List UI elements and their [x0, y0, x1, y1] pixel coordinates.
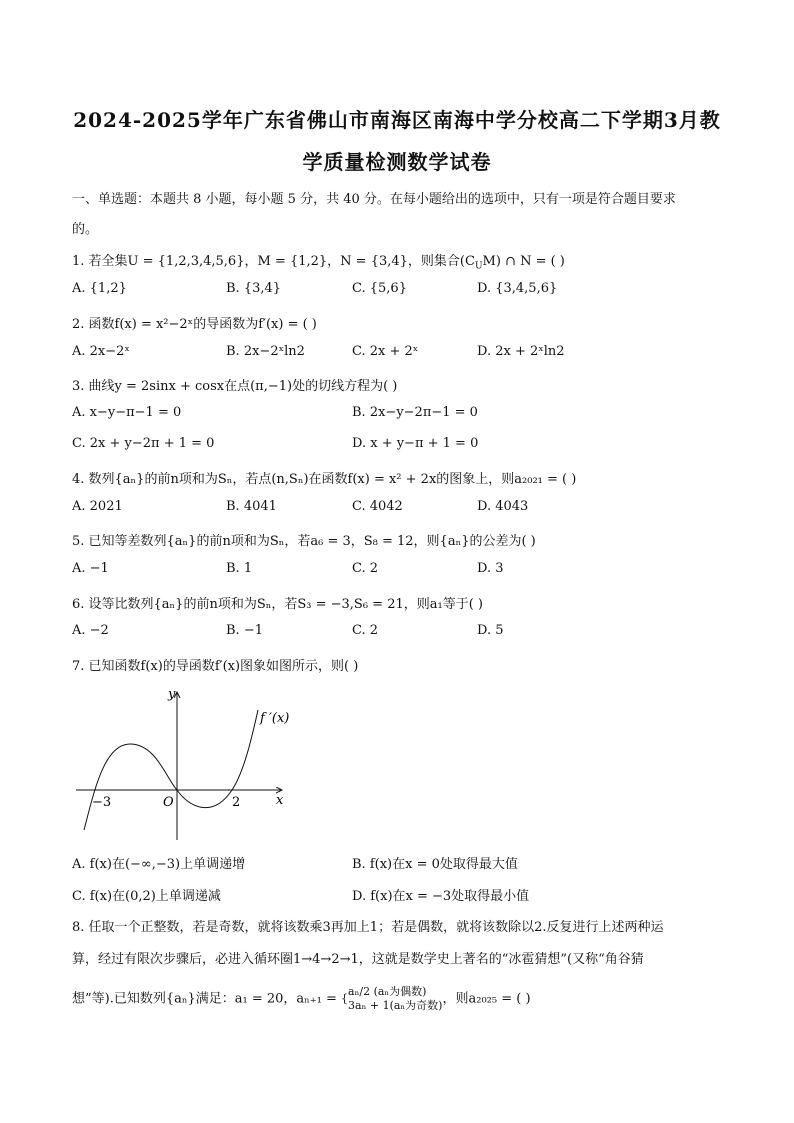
q7-option-c: C. f(x)在(0,2)上单调递减: [72, 889, 221, 904]
q2-option-c: C. 2x + 2ˣ: [352, 344, 419, 359]
derivative-graph: [72, 682, 302, 844]
curve-label: f ′(x): [260, 711, 290, 726]
question-6-stem: 6. 设等比数列{aₙ}的前n项和为Sₙ，若S₃ = −3,S₆ = 21，则a₁等于( ): [72, 597, 483, 612]
question-3-stem: 3. 曲线y = 2sinx + cosx在点(π,−1)处的切线方程为( ): [72, 379, 398, 394]
q1-option-d: D. {3,4,5,6}: [477, 281, 558, 296]
q7-option-a: A. f(x)在(−∞,−3)上单调递增: [72, 857, 246, 872]
q6-option-b: B. −1: [226, 623, 263, 638]
q4-option-a: A. 2021: [72, 499, 123, 514]
piecewise-case-even: aₙ/2 (aₙ为偶数): [348, 985, 427, 998]
question-8-line-3: 想”等).已知数列{aₙ}满足：a₁ = 20，aₙ₊₁ = { aₙ/2 (aₙ为偶数) 3aₙ + 1(aₙ为奇数) ，则a₂₀₂₅ = ( ): [72, 985, 531, 1012]
q2-option-b: B. 2x−2ˣln2: [226, 344, 305, 359]
section-heading-line-1: 一、单选题：本题共 8 小题，每小题 5 分，共 40 分。在每小题给出的选项中，只有一项是符合题目要求: [72, 192, 676, 207]
y-axis-label: y: [168, 687, 176, 702]
x-axis-label: x: [276, 793, 284, 808]
question-8-line-2: 算，经过有限次步骤后，必进入循环圈1→4→2→1，这就是数学史上著名的“冰雹猜想”(又称“角谷猜: [72, 952, 644, 967]
question-8-line-1: 8. 任取一个正整数，若是奇数，就将该数乘3再加上1；若是偶数，就将该数除以2.反复进行上述两种运: [72, 920, 664, 935]
derivative-curve: [84, 710, 258, 830]
q4-option-d: D. 4043: [477, 499, 529, 514]
q6-option-c: C. 2: [352, 623, 379, 638]
question-2-stem: 2. 函数f(x) = x²−2ˣ的导函数为f′(x) = ( ): [72, 317, 317, 332]
q1-option-a: A. {1,2}: [72, 281, 127, 296]
q4-option-c: C. 4042: [352, 499, 403, 514]
q3-option-b: B. 2x−y−2π−1 = 0: [352, 405, 478, 420]
q3-option-a: A. x−y−π−1 = 0: [72, 405, 182, 420]
piecewise-case-odd: 3aₙ + 1(aₙ为奇数): [348, 999, 443, 1012]
section-heading-line-2: 的。: [72, 222, 99, 237]
question-4-stem: 4. 数列{aₙ}的前n项和为Sₙ，若点(n,Sₙ)在函数f(x) = x² + 2x的图象上，则a₂₀₂₁ = ( ): [72, 472, 577, 487]
q2-option-d: D. 2x + 2ˣln2: [477, 344, 565, 359]
q6-option-a: A. −2: [72, 623, 109, 638]
q2-option-a: A. 2x−2ˣ: [72, 344, 130, 359]
q5-option-d: D. 3: [477, 561, 504, 576]
q6-option-d: D. 5: [477, 623, 504, 638]
q1-option-c: C. {5,6}: [352, 281, 407, 296]
tick-right-label: 2: [232, 795, 241, 810]
q5-option-a: A. −1: [72, 561, 109, 576]
question-7-stem: 7. 已知函数f(x)的导函数f′(x)图象如图所示，则( ): [72, 659, 359, 674]
q3-option-c: C. 2x + y−2π + 1 = 0: [72, 436, 215, 451]
q7-option-d: D. f(x)在x = −3处取得最小值: [352, 889, 530, 904]
piecewise-definition: { aₙ/2 (aₙ为偶数) 3aₙ + 1(aₙ为奇数): [341, 985, 443, 1012]
question-5-stem: 5. 已知等差数列{aₙ}的前n项和为Sₙ，若a₆ = 3，S₈ = 12，则{aₙ}的公差为( ): [72, 534, 536, 549]
q1-option-b: B. {3,4}: [226, 281, 282, 296]
q5-option-b: B. 1: [226, 561, 253, 576]
tick-left-label: −3: [92, 795, 112, 810]
question-1-stem: 1. 若全集U = {1,2,3,4,5,6}，M = {1,2}，N = {3,4}，则集合$(C_UM)$ ∩ N = ( ): [72, 254, 565, 272]
exam-title-line-1: 2024-2025学年广东省佛山市南海区南海中学分校高二下学期3月教: [73, 108, 721, 132]
exam-title-line-2: 学质量检测数学试卷: [302, 150, 492, 174]
origin-label: O: [163, 795, 174, 810]
q7-option-b: B. f(x)在x = 0处取得最大值: [352, 857, 518, 872]
q3-option-d: D. x + y−π + 1 = 0: [352, 436, 479, 451]
q4-option-b: B. 4041: [226, 499, 277, 514]
q5-option-c: C. 2: [352, 561, 379, 576]
